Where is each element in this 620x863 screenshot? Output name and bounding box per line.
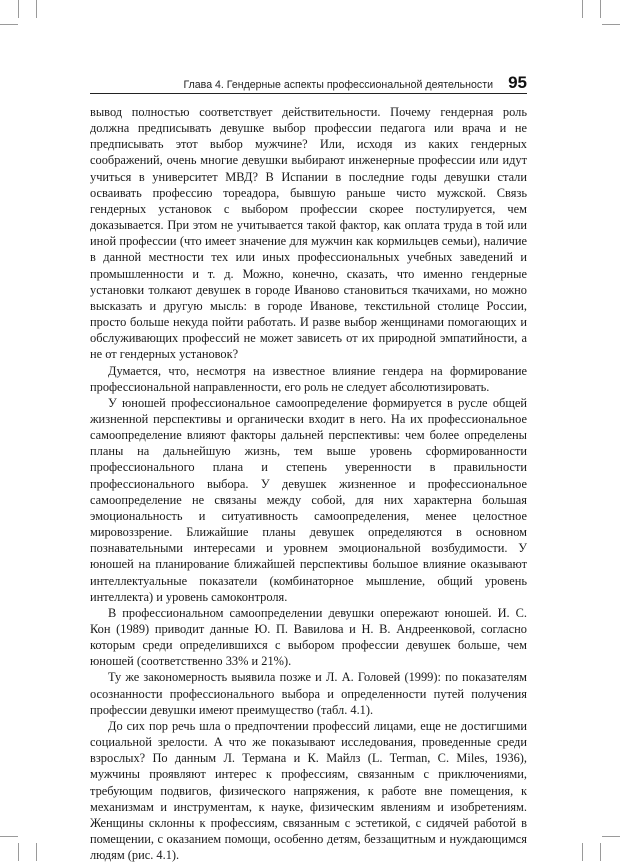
crop-mark	[602, 836, 620, 837]
crop-mark	[18, 0, 19, 18]
crop-mark	[0, 836, 18, 837]
paragraph: В профессиональном самоопределении девушки опережают юношей. И. С. Кон (1989) приводит данные Ю. П. Вавилова и Н. В. Андреенковой, согласно которым среди определившихся с выбором профессии девушек больше, чем юношей (соответственно 33% и 21%).	[90, 605, 527, 669]
chapter-title: Глава 4. Гендерные аспекты профессиональной деятельности	[183, 79, 493, 91]
body-text	[90, 104, 527, 863]
crop-mark	[600, 843, 601, 861]
paragraph: Ту же закономерность выявила позже и Л. А. Головей (1999): по показателям осознанности профессионального выбора и определенности путей получения профессии девушки имеют преимущество (табл. 4.1).	[90, 670, 527, 717]
paragraph: У юношей профессиональное самоопределение формируется в русле общей жизненной перспективы и органически входит в него. На их профессиональное самоопределение влияют факторы дальней перспективы: чем более определены планы на дальнейшую жизнь, тем выше уровень сформированности профессионального плана и степень уверенности в правильности профессионального выбора. У девушек жизненное и профессиональное самоопределение не связаны между собой, для них характерна большая эмоциональность и ситуативность самоопределения, менее целостное мировоззрение. Ближайшие планы девушек определяются в основном познавательными интересами и уровнем эмоциональной возбудимости. У юношей на планирование ближайшей перспективы большое влияние оказывают интеллектуальные показатели (комбинаторное мышление, общий уровень интеллекта) и уровень самоконтроля.	[90, 395, 527, 604]
paragraph: вывод полностью соответствует действительности. Почему гендерная роль должна предписывать девушке выбор профессии педагога или врача и не предписывать этот выбор мужчине? Или, исходя из каких гендерных соображений, очень многие девушки выбирают инженерные профессии или идут учиться в университет МВД? В Испании в последние годы девушки стали осваивать профессию тореадора, бывшую раньше чисто мужской. Связь гендерных установок с выбором профессии скорее постулируется, чем доказывается. При этом не учитывается такой фактор, как оплата труда в той или иной профессии (что имеет значение для мужчин как кормильцев семьи), наличие в данной местности тех или иных профессиональных учебных заведений и промышленности и т. д. Можно, конечно, сказать, что именно гендерные установки толкают девушек в городе Иваново становиться ткачихами, но можно высказать и другую мысль: в городе Иванове, текстильной столице России, просто больше некуда пойти работать. И разве выбор женщинами помогающих и обслуживающих профессий не может зависеть от их природной эмпатийности, а не от гендерных установок?	[90, 105, 527, 362]
crop-mark	[36, 843, 37, 861]
running-header	[90, 71, 527, 94]
crop-mark	[0, 24, 18, 25]
paragraph: До сих пор речь шла о предпочтении профессий лицами, еще не достигшими социальной зрелости. А что же показывают исследования, проведенные среди взрослых? По данным Л. Термана и К. Майлз (L. Terman, C. Miles, 1936), мужчины проявляют интерес к профессиям, связанным с приключениями, требующим подвигов, физического напряжения, к работе вне помещения, к механизмам и инструментам, к науке, физическим явлениям и изобретениям. Женщины склонны к профессиям, связанным с эстетикой, с сидячей работой в помещении, с оказанием помощи, особенно детям, беззащитным и нуждающимся людям (рис. 4.1).	[90, 718, 527, 863]
crop-mark	[18, 843, 19, 861]
crop-mark	[36, 0, 37, 18]
crop-mark	[600, 0, 601, 18]
page-number: 95	[508, 73, 527, 92]
crop-mark	[582, 0, 583, 18]
crop-mark	[602, 24, 620, 25]
crop-mark	[582, 843, 583, 861]
paragraph: Думается, что, несмотря на известное влияние гендера на формирование профессиональной направленности, его роль не следует абсолютизировать.	[90, 363, 527, 394]
